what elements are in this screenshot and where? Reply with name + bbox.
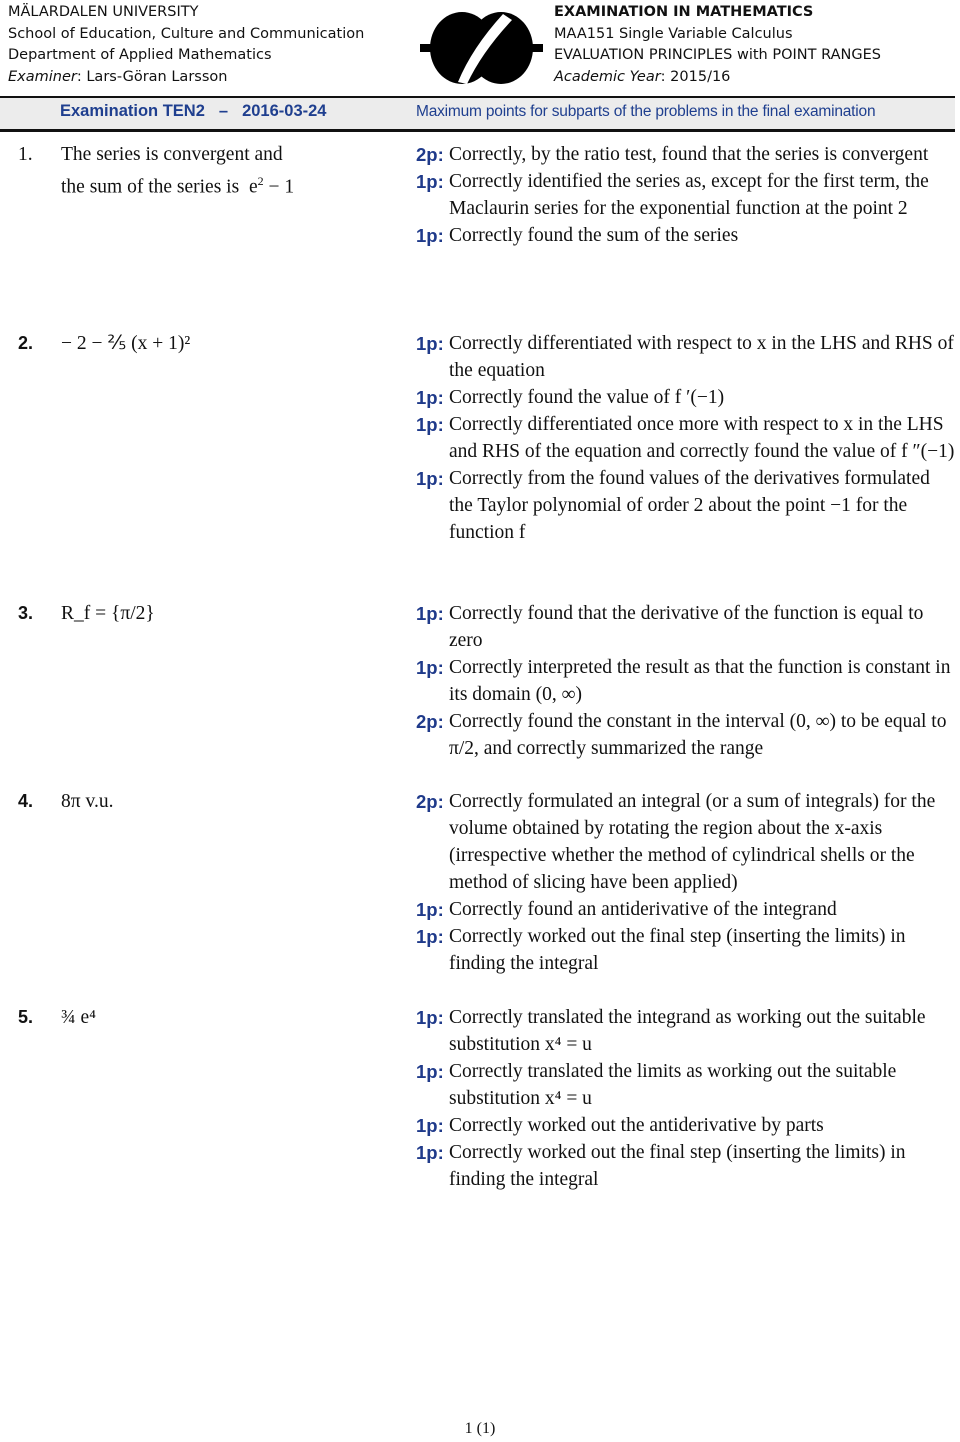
department-name: Department of Applied Mathematics [8, 47, 272, 63]
criterion-text: Correctly formulated an integral (or a sum of integrals) for the volume obtained by rotating the region about the x-axis (irrespective whether the method of cylindrical shells or the method of slicing have been applied) [449, 791, 936, 893]
problem-number: 4. [18, 791, 34, 811]
examiner-label: Examiner [8, 68, 77, 85]
criteria-list [416, 330, 956, 546]
criterion [416, 1004, 956, 1058]
criterion-text: Correctly differentiated once more with respect to x in the LHS and RHS of the equation and correctly found the value of f ″(−1) [449, 414, 955, 462]
criterion-text: Correctly worked out the antiderivative by parts [449, 1115, 824, 1136]
header-right [554, 2, 881, 88]
problem-number: 3. [18, 603, 34, 623]
criterion-points: 1p: [416, 1115, 444, 1136]
criterion-text: Correctly found an antiderivative of the integrand [449, 899, 837, 920]
criterion-points: 2p: [416, 711, 444, 732]
criterion-text: Correctly found that the derivative of the function is equal to zero [449, 603, 924, 651]
criterion-points: 2p: [416, 144, 444, 165]
criterion-points: 1p: [416, 225, 444, 246]
exam-band [0, 96, 955, 132]
problem-number: 1. [18, 144, 33, 165]
problem-number: 5. [18, 1007, 34, 1027]
criterion-points: 1p: [416, 1007, 444, 1028]
criterion [416, 168, 956, 222]
course-name: MAA151 Single Variable Calculus [554, 25, 793, 42]
criterion-text: Correctly translated the integrand as working out the suitable substitution x⁴ = u [449, 1007, 926, 1055]
band-caption: Maximum points for subparts of the problems in the final examination [416, 103, 876, 120]
criterion [416, 788, 956, 896]
criterion-text: Correctly identified the series as, except for the first term, the Maclaurin series for the exponential function at the point 2 [449, 171, 929, 219]
evaluation-title: EVALUATION PRINCIPLES with POINT RANGES [554, 47, 881, 63]
criterion-points: 1p: [416, 1142, 444, 1163]
criterion-points: 1p: [416, 899, 444, 920]
exam-title: EXAMINATION IN MATHEMATICS [554, 4, 814, 20]
criterion [416, 708, 956, 762]
criterion-text: Correctly translated the limits as working out the suitable substitution x⁴ = u [449, 1061, 897, 1109]
answer-line: the sum of the series is $e^2 - 1$ [61, 174, 295, 198]
answer-exponent: 2 [257, 174, 264, 188]
academic-year-line [554, 67, 881, 89]
criterion-points: 1p: [416, 926, 444, 947]
criteria-list [416, 600, 956, 762]
criterion-text: Correctly worked out the final step (inserting the limits) in finding the integral [449, 926, 906, 974]
criterion [416, 465, 956, 546]
criterion [416, 1058, 956, 1112]
answer [61, 141, 361, 201]
answer: 8π v.u. [61, 791, 114, 812]
criterion [416, 600, 956, 654]
criterion [416, 1139, 956, 1193]
criterion-points: 1p: [416, 414, 444, 435]
criteria-list [416, 788, 956, 977]
criterion [416, 384, 956, 411]
criterion-points: 1p: [416, 657, 444, 678]
criterion-text: Correctly found the constant in the interval (0, ∞) to be equal to π/2, and correctly summarized the range [449, 711, 947, 759]
answer: R_f = {π/2} [61, 603, 155, 624]
criterion [416, 411, 956, 465]
exam-id [60, 102, 326, 121]
answer-line: The series is convergent and [61, 144, 283, 165]
criterion-text: Correctly differentiated with respect to x in the LHS and RHS of the equation [449, 333, 954, 381]
exam-dash: – [218, 102, 229, 120]
academic-year-value: : 2015/16 [660, 68, 731, 85]
criterion-points: 1p: [416, 603, 444, 624]
answer-math: e [248, 176, 258, 198]
criterion-text: Correctly interpreted the result as that the function is constant in its domain (0, ∞) [449, 657, 951, 705]
answer: ¾ e⁴ [61, 1007, 96, 1028]
university-logo [420, 10, 543, 86]
answer: − 2 − ⅖ (x + 1)² [61, 333, 191, 354]
criterion-text: Correctly found the sum of the series [449, 225, 739, 246]
criterion-text: Correctly from the found values of the derivatives formulated the Taylor polynomial of order 2 about the point −1 for the function f [449, 468, 930, 543]
academic-year-label: Academic Year [554, 68, 661, 85]
header-left [8, 2, 364, 88]
problem-number: 2. [18, 333, 34, 353]
examiner-line [8, 67, 364, 89]
criterion [416, 896, 956, 923]
answer-tail: − 1 [263, 176, 295, 198]
criterion [416, 330, 956, 384]
criterion-points: 1p: [416, 333, 444, 354]
examiner-name: : Lars-Göran Larsson [76, 68, 228, 85]
university-name: MÄLARDALEN UNIVERSITY [8, 4, 199, 20]
criterion-text: Correctly, by the ratio test, found that the series is convergent [449, 144, 929, 165]
criterion-points: 1p: [416, 468, 444, 489]
criterion-text: Correctly worked out the final step (inserting the limits) in finding the integral [449, 1142, 906, 1190]
criterion [416, 141, 956, 168]
criterion [416, 222, 956, 249]
criterion [416, 654, 956, 708]
criteria-list [416, 1004, 956, 1193]
criterion [416, 1112, 956, 1139]
criterion-text: Correctly found the value of f ′(−1) [449, 387, 725, 408]
exam-date: 2016-03-24 [242, 102, 327, 120]
exam-code: Examination TEN2 [60, 102, 205, 120]
school-name: School of Education, Culture and Communication [8, 25, 365, 42]
criterion-points: 1p: [416, 1061, 444, 1082]
criterion-points: 1p: [416, 387, 444, 408]
criterion-points: 2p: [416, 791, 444, 812]
criterion-points: 1p: [416, 171, 444, 192]
page-number: 1 (1) [464, 1420, 496, 1437]
criteria-list [416, 141, 956, 249]
criterion [416, 923, 956, 977]
